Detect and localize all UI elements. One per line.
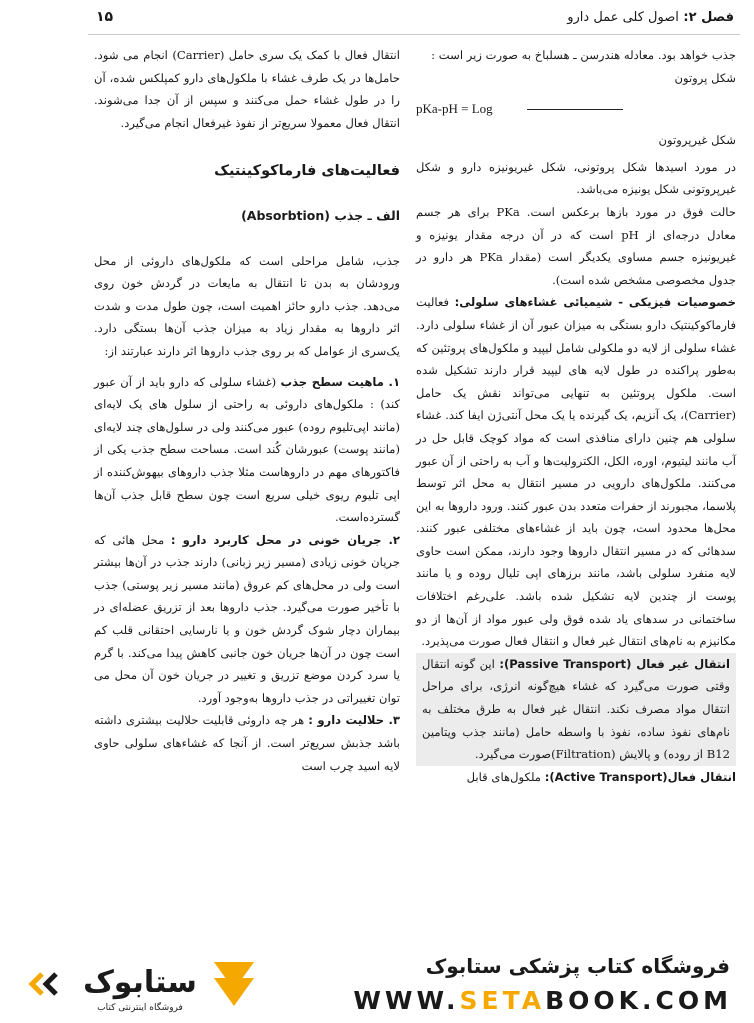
- factor-1-heading: ۱. ماهیت سطح جذب: [280, 374, 401, 389]
- subsection-title: الف ـ جذب (Absorbtion): [241, 207, 400, 223]
- chapter-label: فصل ۲:: [683, 9, 734, 25]
- active-transport-continued: انتقال فعال با کمک یک سری حامل (Carrier) انجام می شود. حامل‌ها در یک طرف غشاء با ملکول‌های دارو کمپلکس شده، آن را در طول غشاء حمل می‌کنند و سپس از آن جدا می‌شوند. انتقال فعال معمولا سریع‌تر از نفوذ غیرفعال انجام می‌گیرد.: [94, 48, 400, 130]
- henderson-equation: [416, 89, 736, 129]
- factor-1-text: (غشاء سلولی که دارو باید از آن عبور کند) : ملکول‌های داروئی به راحتی از سلول های یک لایه‌ای (مانند اپی‌تلیوم روده) عبور می‌کنند ولی در سلول‌های چند لایه‌ای (مانند پوست) عبورشان کُند است. مساحت سطح جذب یکی از فاکتورهای مهم در داروهاست مثلا جذب داروهای بیهوش‌کننده از اپی تلیوم ریوی خیلی سریع است چون سطح قابل جذب آن‌ها گسترده‌است.: [94, 374, 400, 525]
- url-prefix: WWW.: [353, 986, 460, 1015]
- left-column: [94, 44, 400, 777]
- section-title: فعالیت‌های فارماکوکینتیک: [214, 163, 400, 180]
- factor-3: [94, 709, 400, 777]
- factor-1: [94, 371, 400, 529]
- passive-heading: انتقال غیر فعال (Passive Transport):: [499, 656, 730, 671]
- membrane-text: فعالیت فارماکوکینتیک دارو بستگی به میزان عبور آن از غشاء سلولی دارد. غشاء سلولی از لایه دو ملکولی شامل لیپید و ملکول‌های پروتئین که به‌طور پراکنده در طول لایه های لیپید قرار دارند تشکیل شده است. ملکول پروتئین به تنهایی می‌تواند نقش یک حامل (Carrier)، یک آنزیم، یک گیرنده یا یک محل آنتی‌ژن ایفا کند. غشاء سلولی هم چنین دارای منافذی است که مواد کوچک قابل حل در آب مانند لیتیوم، اوره، الکل، الکترولیت‌ها و آب به راحتی از آن عبور می‌کنند. ملکول‌های دارویی در مسیر انتقال به محل اثر توسط پلاسما، مجبورند از حفرات متعدد بدن عبور کنند. ورود داروها به این محل‌ها محدود است، چون باید از غشاءهای مختلفی عبور کنند. سدهائی که در مسیر انتقال داروها وجود دارند، ممکن است حاوی لایه منفرد سلولی باشد، مانند برزهای اپی تلیال روده و یا مانند پوست از چندین لایه تشکیل شده باشد. علی‌رغم اختلافات ساختمانی در سدهای یاد شده فوق ولی عبور مواد از آن‌ها از دو مکانیزم به نام‌های انتقال غیر فعال و انتقال فعال صورت می‌پذیرد.: [416, 295, 736, 649]
- absorption-intro: جذب، شامل مراحلی است که ملکول‌های داروئی از محل ورودشان به بدن تا انتقال به مایعات در گردش خون روی می‌دهد. جذب دارو حائز اهمیت است، چون طول مدت و شدت اثر داروها به مقدار زیاد به میزان جذب آن‌ها بستگی دارد. یک‌سری از عوامل که بر روی جذب داروها اثر دارند عبارتند از:: [94, 253, 400, 358]
- protonated-label: شکل پروتون: [674, 70, 736, 85]
- active-heading: انتقال فعال(Active Transport):: [544, 769, 736, 784]
- active-text: ملکول‌های قابل: [466, 769, 541, 784]
- shop-footer: [0, 944, 754, 1023]
- header-divider: [88, 34, 740, 35]
- factor-3-heading: ۳. حلالیت دارو :: [308, 713, 400, 728]
- fraction-bar: [527, 109, 623, 110]
- url-suffix: BOOK.COM: [545, 986, 732, 1015]
- right-column: [416, 44, 736, 788]
- url-accent: SETA: [459, 986, 546, 1015]
- factor-2: [94, 529, 400, 710]
- passive-text: این گونه انتقال وقتی صورت می‌گیرد که غشاء هیچ‌گونه انرژی، برای مراحل انتقال مواد مصرف نکند. انتقال غیر فعال به طرق مختلف به نام‌های نفوذ ساده، نفوذ با واسطه حامل (مانند جذب ویتامین B12 از روده) و پالایش (Filtration)صورت می‌گیرد.: [422, 656, 730, 762]
- paragraph-bases: حالت فوق در مورد بازها برعکس است. PKa برای هر جسم معادل درجه‌ای از pH است که در آن درجه مقدار یونیزه و غیریونیزه جسم مساوی یکدیگر است (مقدار PKa هر دارو در جدول مخصوصی مشخص شده است).: [416, 204, 736, 287]
- nonprotonated-label: شکل غیرپروتون: [658, 133, 736, 148]
- membrane-heading: خصوصیات فیزیکی - شیمیائی غشاءهای سلولی:: [454, 295, 736, 310]
- chapter-title: اصول کلی عمل دارو: [567, 9, 679, 25]
- page-number: ۱۵: [96, 9, 114, 25]
- svg-text:فروشگاه اینترنتی کتاب: فروشگاه اینترنتی کتاب: [97, 1003, 183, 1013]
- bottom-fade: [0, 832, 754, 944]
- svg-text:ستابوک: ستابوک: [83, 965, 197, 1000]
- membrane-section: [416, 291, 736, 653]
- chapter-heading: [567, 10, 734, 25]
- shop-title: فروشگاه کتاب پزشکی ستابوک: [425, 954, 730, 978]
- equation-text: pKa-pH = Log: [416, 100, 493, 116]
- factor-3-text: هر چه داروئی قابلیت حلالیت بیشتری داشته باشد جذبش سریع‌تر است. از آنجا که غشاءهای سلولی حاوی لایه اسید چرب است: [94, 713, 400, 773]
- page-header: [96, 6, 734, 28]
- paragraph-acids: در مورد اسیدها شکل پروتونی، شکل غیریونیزه دارو و شکل غیرپروتونی شکل یونیزه می‌باشد.: [416, 159, 736, 197]
- factor-2-heading: ۲. جریان خونی در محل کاربرد دارو :: [170, 532, 400, 547]
- equation-intro: جذب خواهد بود. معادله هندرسن ـ هسلباخ به صورت زیر است :: [431, 48, 736, 62]
- active-transport-section: [416, 766, 736, 789]
- passive-transport-section: [416, 653, 736, 766]
- factor-2-text: محل هائی که جریان خونی زیادی (مسیر زیر زبانی) دارند جذب در آن‌ها بیشتر است ولی در محل‌های کم عروق (مانند مسیر زیر پوستی) جذب با تأخیر صورت می‌گیرد. جذب داروها بعد از تزریق عضله‌ای در بیماران دچار شوک گردش خون و یا نارسایی احتقانی قلب کم است چون در آن‌ها جریان خون جانبی کاهش پیدا می‌کند. با گرم یا سرد کردن موضع تزریق و تغییر در جریان خون آن محل می توان تغییراتی در جذب داروها به‌وجود آورد.: [94, 532, 400, 705]
- shop-url[interactable]: [353, 986, 732, 1015]
- setabook-logo: [22, 952, 262, 1016]
